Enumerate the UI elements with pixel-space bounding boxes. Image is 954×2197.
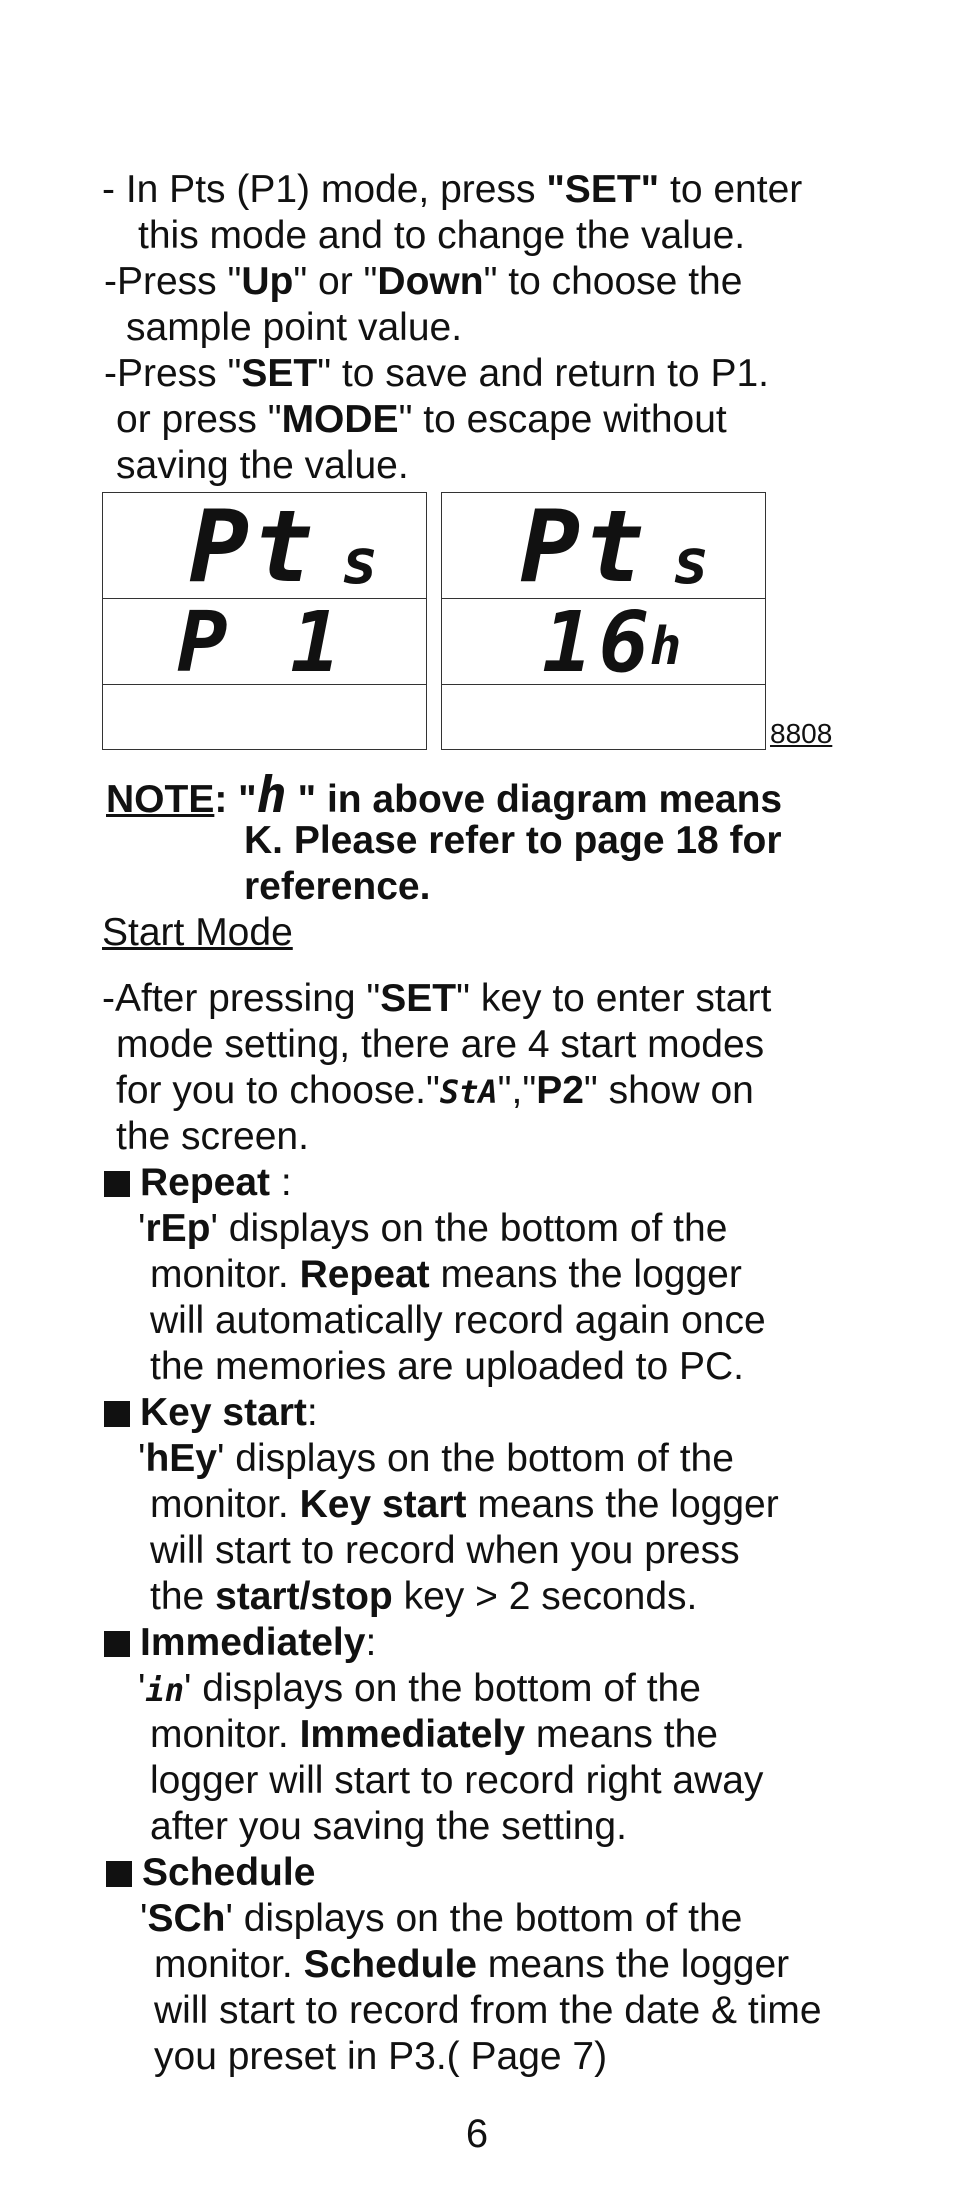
lcd-right-mid-text: 16 <box>542 593 656 691</box>
pts-line-3: -Press "Up" or "Down" to choose the <box>104 260 743 303</box>
repeat-line-3: will automatically record again once <box>150 1299 766 1342</box>
lcd-right-row-2 <box>442 593 765 691</box>
schedule-line-4: you preset in P3.( Page 7) <box>154 2035 608 2078</box>
intro-line-4: the screen. <box>116 1115 309 1158</box>
note-line-3: reference. <box>244 865 431 908</box>
lcd-left-top-text: Pt <box>189 488 318 605</box>
immediately-line-2: monitor. Immediately means the <box>150 1713 718 1756</box>
lcd-right-top-small: s <box>672 525 710 598</box>
lcd-left-row-1 <box>103 488 426 605</box>
lcd-left-row-2 <box>103 593 426 691</box>
intro-line-2: mode setting, there are 4 start modes <box>116 1023 765 1066</box>
lcd-left-mid-text: P 1 <box>177 593 347 691</box>
pts-line-6: or press "MODE" to escape without <box>116 398 727 441</box>
intro-line-1: -After pressing "SET" key to enter start <box>102 977 772 1020</box>
schedule-title: Schedule <box>106 1850 315 1896</box>
immediately-line-3: logger will start to record right away <box>150 1759 764 1802</box>
lcd-right <box>441 488 766 750</box>
model-label: 8808 <box>770 718 833 749</box>
key-start-line-1: 'hEy' displays on the bottom of the <box>138 1437 734 1480</box>
bullet-square-icon <box>104 1401 130 1427</box>
key-start-line-2: monitor. Key start means the logger <box>150 1483 779 1526</box>
repeat-title: Repeat : <box>104 1160 292 1206</box>
lcd-right-top-text: Pt <box>520 488 649 605</box>
schedule-line-3: will start to record from the date & time <box>154 1989 822 2032</box>
note-line-2: K. Please refer to page 18 for <box>244 819 782 862</box>
repeat-line-4: the memories are uploaded to PC. <box>150 1345 744 1388</box>
start-mode-heading: Start Mode <box>102 911 293 954</box>
note-label: NOTE <box>106 778 215 821</box>
repeat-line-1: 'rEp' displays on the bottom of the <box>138 1207 728 1250</box>
pts-line-7: saving the value. <box>116 444 409 487</box>
key-start-title: Key start: <box>104 1390 318 1436</box>
key-start-line-4: the start/stop key > 2 seconds. <box>150 1575 698 1618</box>
repeat-line-2: monitor. Repeat means the logger <box>150 1253 742 1296</box>
key-start-line-3: will start to record when you press <box>150 1529 740 1572</box>
immediately-line-4: after you saving the setting. <box>150 1805 627 1848</box>
schedule-line-1: 'SCh' displays on the bottom of the <box>140 1897 743 1940</box>
note-glyph: h <box>256 766 287 824</box>
immediately-title: Immediately: <box>104 1620 376 1666</box>
lcd-right-row-1 <box>442 488 765 605</box>
note-line-1: NOTE: "h " in above diagram means <box>106 766 783 824</box>
bullet-square-icon <box>106 1861 132 1887</box>
immediately-line-1: 'in' displays on the bottom of the <box>138 1667 701 1710</box>
intro-line-3: for you to choose."StA","P2" show on <box>116 1069 754 1112</box>
pts-line-2: this mode and to change the value. <box>138 214 746 257</box>
pts-line-5: -Press "SET" to save and return to P1. <box>104 352 769 395</box>
schedule-line-2: monitor. Schedule means the logger <box>154 1943 790 1986</box>
pts-line-1: - In Pts (P1) mode, press "SET" to enter <box>102 168 803 211</box>
bullet-square-icon <box>104 1171 130 1197</box>
bullet-square-icon <box>104 1631 130 1657</box>
page-number: 6 <box>465 2112 489 2156</box>
lcd-right-mid-small: h <box>650 617 682 677</box>
pts-line-4: sample point value. <box>126 306 463 349</box>
lcd-left <box>102 488 427 750</box>
lcd-left-top-small: s <box>341 525 379 598</box>
